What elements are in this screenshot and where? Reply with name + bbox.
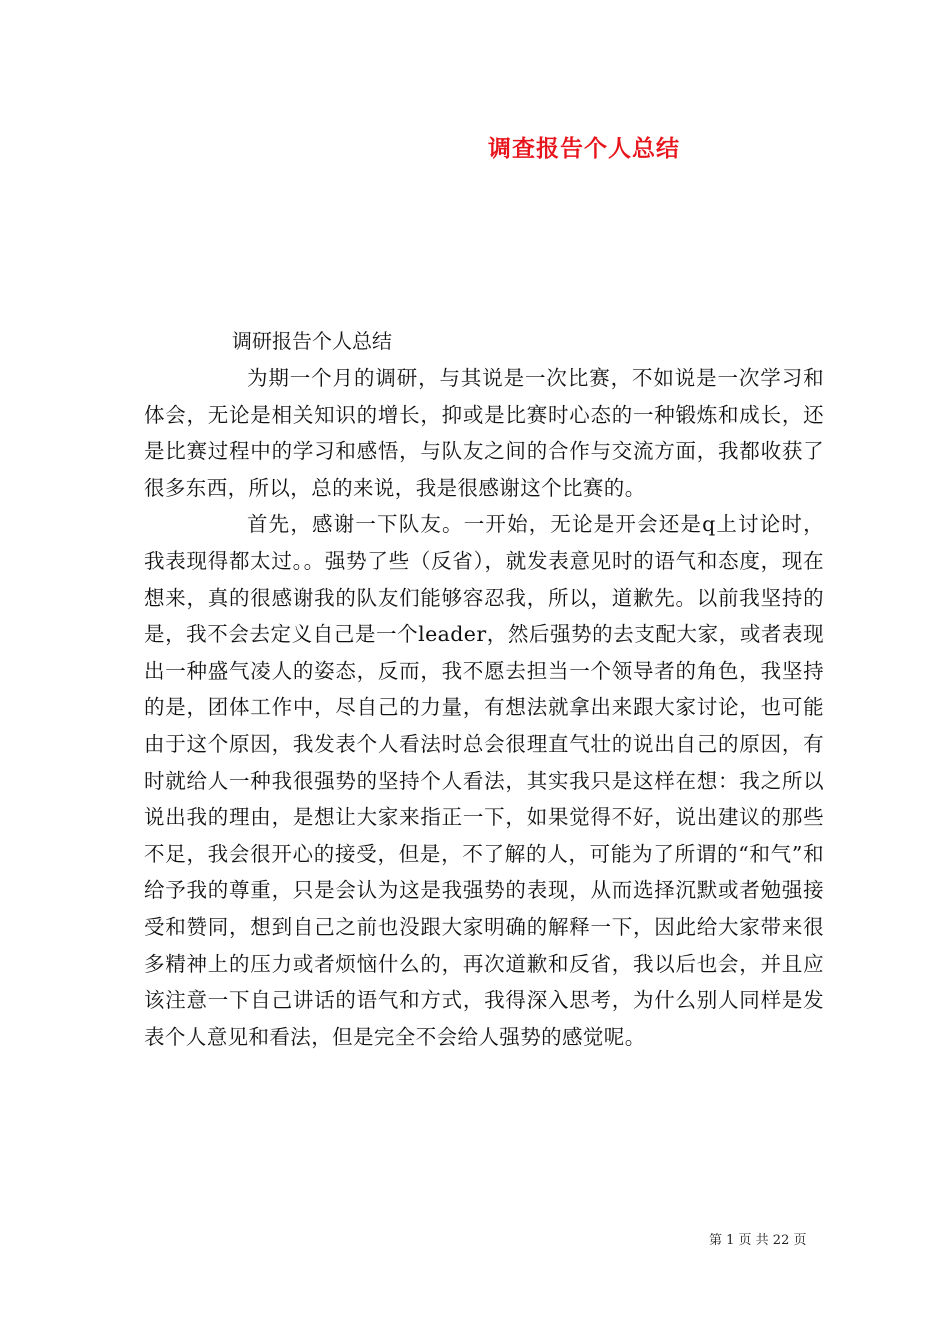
document-body xyxy=(144,360,824,1055)
body-paragraph: 为期一个月的调研，与其说是一次比赛，不如说是一次学习和体会，无论是相关知识的增长，抑或是比赛时心态的一种锻炼和成长，还是比赛过程中的学习和感悟，与队友之间的合作与交流方面，我都收获了很多东西，所以，总的来说，我是很感谢这个比赛的。 xyxy=(144,366,824,500)
document-title: 调查报告个人总结 xyxy=(488,135,680,162)
page-number-footer: 第 1 页 共 22 页 xyxy=(709,1233,807,1248)
body-paragraph: 首先，感谢一下队友。一开始，无论是开会还是q上讨论时，我表现得都太过。。强势了些（反省），就发表意见时的语气和态度，现在想来，真的很感谢我的队友们能够容忍我，所以，道歉先。以前我坚持的是，我不会去定义自己是一个leader，然后强势的去支配大家，或者表现出一种盛气凌人的姿态，反而，我不愿去担当一个领导者的角色，我坚持的是，团体工作中，尽自己的力量，有想法就拿出来跟大家讨论，也可能由于这个原因，我发表个人看法时总会很理直气壮的说出自己的原因，有时就给人一种我很强势的坚持个人看法，其实我只是这样在想：我之所以说出我的理由，是想让大家来指正一下，如果觉得不好，说出建议的那些不足，我会很开心的接受，但是，不了解的人，可能为了所谓的“和气”和给予我的尊重，只是会认为这是我强势的表现，从而选择沉默或者勉强接受和赞同，想到自己之前也没跟大家明确的解释一下，因此给大家带来很多精神上的压力或者烦恼什么的，再次道歉和反省，我以后也会，并且应该注意一下自己讲话的语气和方式，我得深入思考，为什么别人同样是发表个人意见和看法，但是完全不会给人强势的感觉呢。 xyxy=(144,512,824,1049)
document-subheading: 调研报告个人总结 xyxy=(232,329,392,353)
